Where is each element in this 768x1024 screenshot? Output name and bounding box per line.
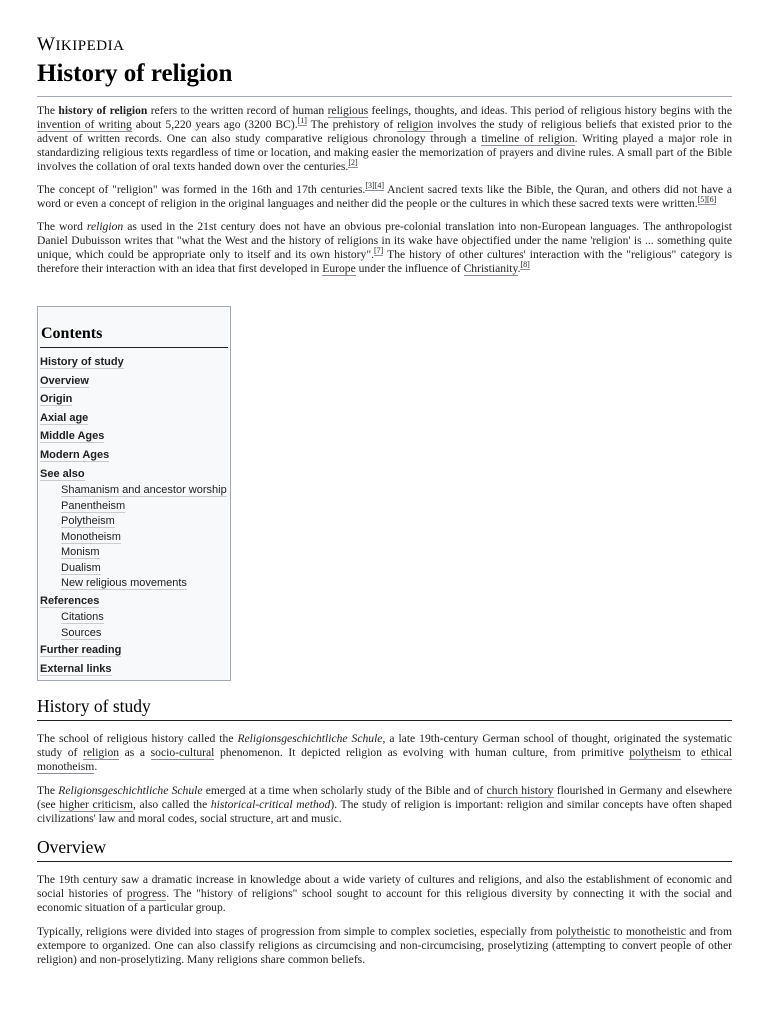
- link-polytheistic[interactable]: polytheistic: [556, 925, 611, 938]
- link-religion[interactable]: religion: [82, 746, 120, 759]
- section-heading: History of study: [37, 696, 732, 721]
- section-heading: Overview: [37, 837, 732, 862]
- toc-item-label: Modern Ages: [40, 448, 110, 461]
- toc-subitem-sources[interactable]: [40, 626, 228, 642]
- citation-link[interactable]: [1]: [297, 116, 307, 126]
- citation-ref: [520, 260, 529, 270]
- italic-term: historical-critical method: [210, 798, 331, 811]
- toc-item-external-links[interactable]: [40, 660, 228, 679]
- toc-item-label: External links: [40, 662, 112, 675]
- toc-item-label: History of study: [40, 356, 124, 368]
- italic-term: Religionsgeschichtliche Schule: [237, 732, 383, 745]
- link-church-history[interactable]: church history: [486, 784, 554, 797]
- citation-ref: [298, 116, 307, 126]
- citation-link[interactable]: [8]: [520, 260, 530, 270]
- toc-subitem-polytheism[interactable]: [40, 514, 228, 530]
- intro-paragraph: The word religion as used in the 21st century does not have an obvious pre-colonial translation into non-European languages. The anthropologist Daniel Dubuisson writes that "what the West and the history of religions in its wake have objectified under the name 'religion' is ... something quite unique, which could be appropriate only to itself and its own history".[7] The history of other cultures' interaction with the "religious" category is therefore their interaction with an idea that first developed in Europe under the influence of Christianity.[8]: [37, 220, 732, 275]
- section-paragraph: The school of religious history called the Religionsgeschichtliche Schule, a late 19th-century German school of thought, originated the systematic study of religion as a socio-cultural phenomenon. It depicted religion as evolving with human culture, from primitive polytheism to ethical monotheism.: [37, 732, 732, 773]
- toc-title: Contents: [41, 325, 103, 342]
- toc-subitem-label: Dualism: [61, 561, 101, 574]
- toc-subitem-shamanism-and-ancestor-worship[interactable]: [40, 483, 228, 499]
- link-monotheistic[interactable]: monotheistic: [625, 925, 686, 938]
- toc-list: [40, 353, 228, 678]
- section-body: [37, 732, 732, 826]
- table-of-contents: [37, 306, 231, 681]
- toc-subitem-label: New religious movements: [61, 577, 187, 590]
- section-paragraph: The Religionsgeschichtliche Schule emerged at a time when scholarly study of the Bible and of church history flourished in Germany and elsewhere (see higher criticism, also called the historical-critical method). The study of religion is important: religion and similar concepts have often shaped civilizations' law and moral codes, social structure, art and music.: [37, 784, 732, 825]
- section-paragraph: The 19th century saw a dramatic increase in knowledge about a wide variety of cultures and religions, and also the establishment of economic and social histories of progress. The "history of religions" school sought to account for this religious diversity by connecting it with the social and economic situation of a particular group.: [37, 873, 732, 914]
- toc-subitem-new-religious-movements[interactable]: [40, 576, 228, 592]
- section-paragraph: Typically, religions were divided into stages of progression from simple to complex societies, especially from polytheistic to monotheistic and from extempore to organized. One can also classify religions as circumcising and non-circumcising, proselytizing (attempting to convert people of other religion) and non-proselytizing. Many religions share common beliefs.: [37, 925, 732, 966]
- toc-item-see-also[interactable]: [40, 465, 228, 484]
- citation-ref: [374, 246, 383, 256]
- italic-term: Religionsgeschichtliche Schule: [58, 784, 203, 797]
- toc-subitem-label: Monism: [61, 546, 100, 559]
- toc-item-overview[interactable]: [40, 372, 228, 391]
- intro-paragraph: The history of religion refers to the written record of human religious feelings, thoughts, and ideas. This period of religious history begins with the invention of writing about 5,220 years ago (3200 BC).[1] The prehistory of religion involves the study of religious beliefs that existed prior to the advent of written records. One can also study comparative religious chronology through a timeline of religion. Writing played a major role in standardizing religious texts regardless of time or location, and making easier the memorization of prayers and divine rules. A small part of the Bible involves the collation of oral texts handed down over the centuries.[2]: [37, 104, 733, 173]
- toc-item-label: See also: [40, 467, 85, 480]
- link-socio-cultural[interactable]: socio-cultural: [150, 746, 215, 759]
- section-overview: [37, 837, 732, 977]
- toc-subitem-monotheism[interactable]: [40, 530, 228, 546]
- citation-link[interactable]: [5][6]: [697, 195, 717, 205]
- toc-item-label: Overview: [40, 374, 89, 387]
- citation-ref: [698, 195, 717, 205]
- toc-divider: [40, 347, 228, 348]
- toc-item-middle-ages[interactable]: [40, 427, 228, 446]
- link-europe[interactable]: Europe: [322, 262, 356, 275]
- toc-subitem-citations[interactable]: [40, 610, 228, 626]
- toc-subitem-panentheism[interactable]: [40, 499, 228, 515]
- toc-subitem-label: Monotheism: [61, 530, 121, 543]
- link-progress[interactable]: progress: [126, 887, 167, 900]
- wordmark-rest: IKIPEDIA: [55, 38, 125, 54]
- link-higher-criticism[interactable]: higher criticism: [59, 798, 134, 811]
- intro-content: [37, 104, 732, 285]
- link-timeline-of-religion[interactable]: timeline of religion: [481, 132, 575, 145]
- citation-link[interactable]: [7]: [373, 246, 384, 256]
- toc-item-label: Origin: [40, 393, 73, 406]
- intro-paragraph: The concept of "religion" was formed in the 16th and 17th centuries.[3][4] Ancient sacred texts like the Bible, the Quran, and others did not have a word or even a concept of religion in the original languages and neither did the people or the cultures in which these sacred texts were written.[5][6]: [37, 181, 732, 210]
- toc-item-label: References: [40, 594, 100, 607]
- italic-term: religion: [86, 220, 124, 233]
- section-history-of-study: [37, 696, 732, 836]
- toc-item-label: Further reading: [40, 644, 122, 657]
- toc-subitem-label: Citations: [61, 611, 104, 624]
- citation-ref: [365, 181, 384, 191]
- wordmark-initial: W: [37, 34, 56, 55]
- citation-link[interactable]: [3][4]: [365, 181, 385, 191]
- link-christianity[interactable]: Christianity: [463, 262, 518, 275]
- title-divider: [37, 96, 732, 97]
- citation-link[interactable]: [2]: [348, 158, 358, 168]
- toc-item-modern-ages[interactable]: [40, 446, 228, 465]
- toc-item-label: Middle Ages: [40, 430, 105, 443]
- citation-ref: [348, 158, 357, 168]
- toc-item-references[interactable]: [40, 592, 228, 611]
- link-ethical-monotheism[interactable]: ethical monotheism: [37, 746, 732, 773]
- toc-item-axial-age[interactable]: [40, 409, 228, 428]
- bold-term: history of religion: [58, 104, 148, 117]
- toc-item-history-of-study[interactable]: [40, 353, 228, 372]
- toc-subitem-label: Shamanism and ancestor worship: [61, 484, 227, 497]
- link-polytheism[interactable]: polytheism: [629, 746, 681, 759]
- page-title: History of religion: [37, 60, 233, 87]
- link-religion[interactable]: religion: [397, 118, 434, 131]
- link-religious[interactable]: religious: [327, 104, 369, 117]
- toc-subitem-dualism[interactable]: [40, 561, 228, 577]
- toc-subitem-label: Panentheism: [61, 499, 126, 512]
- toc-subitem-label: Polytheism: [61, 515, 115, 528]
- toc-item-label: Axial age: [40, 411, 89, 424]
- wikipedia-wordmark[interactable]: [37, 34, 124, 56]
- toc-subitem-monism[interactable]: [40, 545, 228, 561]
- toc-subitem-label: Sources: [61, 626, 102, 639]
- section-body: [37, 873, 732, 967]
- link-invention-of-writing[interactable]: invention of writing: [37, 118, 132, 131]
- toc-item-origin[interactable]: [40, 390, 228, 409]
- toc-item-further-reading[interactable]: [40, 641, 228, 660]
